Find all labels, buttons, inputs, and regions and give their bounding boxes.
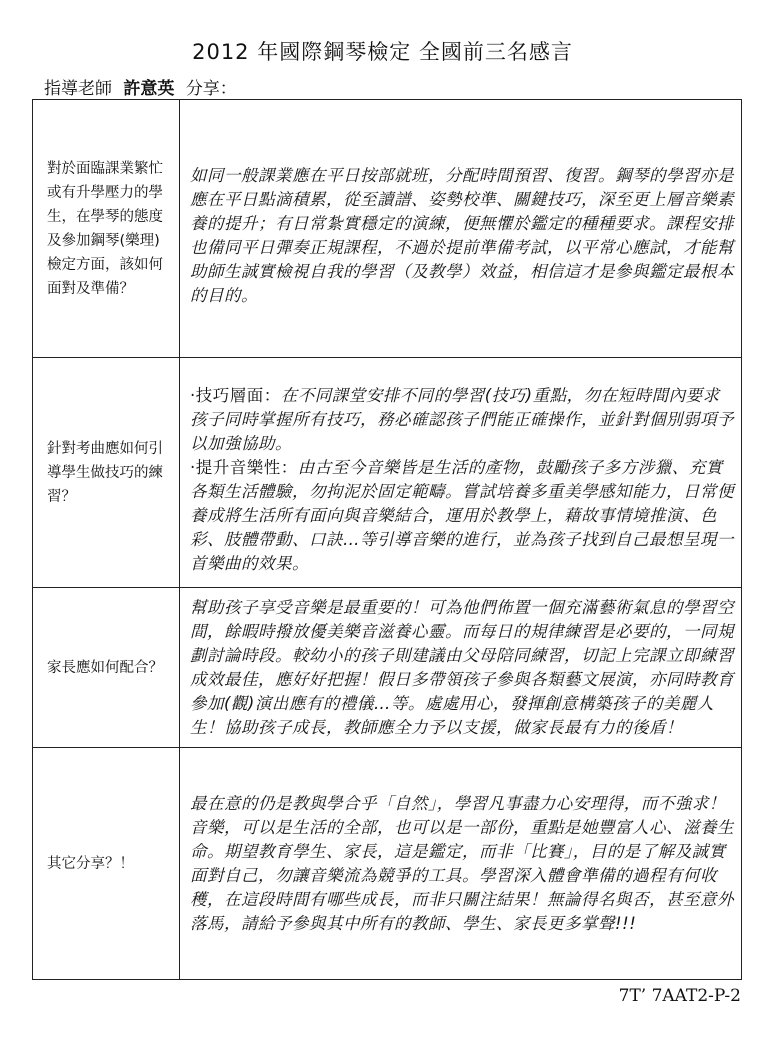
answer-text: 由古至今音樂皆是生活的產物，鼓勵孩子多方涉獵、充實各類生活體驗，勿拘泥於固定範疇。嘗試培養多重美學感知能力，日常便養成將生活所有面向與音樂結合，運用於教學上，藉故事情境推演、色彩、肢體帶動、口訣…等引導音樂的進行，並為孩子找到自己最想呈現一首樂曲的效果。 [190, 457, 734, 573]
question-cell: 家長應如何配合？ [33, 588, 180, 748]
answer-subhead: ‧技巧層面： [190, 385, 281, 405]
answer-cell: 幫助孩子享受音樂是最重要的！可為他們佈置一個充滿藝術氣息的學習空間，餘暇時撥放優美樂音滋養心靈。而每日的規律練習是必要的，一同規劃討論時段。較幼小的孩子則建議由父母陪同練習，切記上完課立即練習成效最佳，應好好把握！假日多帶領孩子參與各類藝文展演，亦同時教育參加(觀)演出應有的禮儀…等。處處用心，發揮創意構築孩子的美麗人生！協助孩子成長，教師應全力予以支援，做家長最有力的後盾！ [180, 588, 742, 748]
answer-cell [180, 358, 742, 588]
teacher-suffix: 分享： [185, 79, 237, 99]
answer-subhead: ‧提升音樂性： [190, 457, 298, 477]
table-row [33, 100, 742, 358]
page-title: 2012 年國際鋼琴檢定 全國前三名感言 [192, 40, 573, 64]
answer-cell: 最在意的仍是教與學合乎「自然」，學習凡事盡力心安理得，而不強求！音樂，可以是生活的全部，也可以是一部份，重點是她豐富人心、滋養生命。期望教育學生、家長，這是鑑定，而非「比賽」，目的是了解及誠實面對自己，勿讓音樂流為競爭的工具。學習深入體會準備的過程有何收穫，在這段時間有哪些成長，而非只關注結果！無論得名與否，甚至意外落馬，請給予參與其中所有的教師、學生、家長更多掌聲!!! [180, 748, 742, 980]
qa-table [32, 99, 742, 980]
answer-text: 在不同課堂安排不同的學習(技巧)重點，勿在短時間內要求孩子同時掌握所有技巧，務必確認孩子們能正確操作，並針對個別弱項予以加強協助。 [190, 385, 734, 453]
teacher-label: 指導老師 [44, 79, 112, 99]
table-row [33, 358, 742, 588]
table-row [33, 588, 742, 748]
teacher-name: 許意英 [123, 79, 175, 99]
question-cell: 其它分享？！ [33, 748, 180, 980]
document-code: 7T’ 7AAT2-P-2 [618, 986, 741, 1006]
answer-cell: 如同一般課業應在平日按部就班，分配時間預習、復習。鋼琴的學習亦是應在平日點滴積累，從至讀譜、姿勢校準、關鍵技巧，深至更上層音樂素養的提升；有日常紮實穩定的演練，便無懼於鑑定的種種要求。課程安排也備同平日彈奏正規課程，不過於提前準備考試，以平常心應試，才能幫助師生誠實檢視自我的學習（及教學）效益，相信這才是參與鑑定最根本的目的。 [180, 100, 742, 358]
table-row [33, 748, 742, 980]
question-cell: 對於面臨課業繁忙或有升學壓力的學生，在學琴的態度及參加鋼琴(樂理)檢定方面，該如何面對及準備？ [33, 100, 180, 358]
question-cell: 針對考曲應如何引導學生做技巧的練習？ [33, 358, 180, 588]
teacher-line [44, 74, 237, 99]
